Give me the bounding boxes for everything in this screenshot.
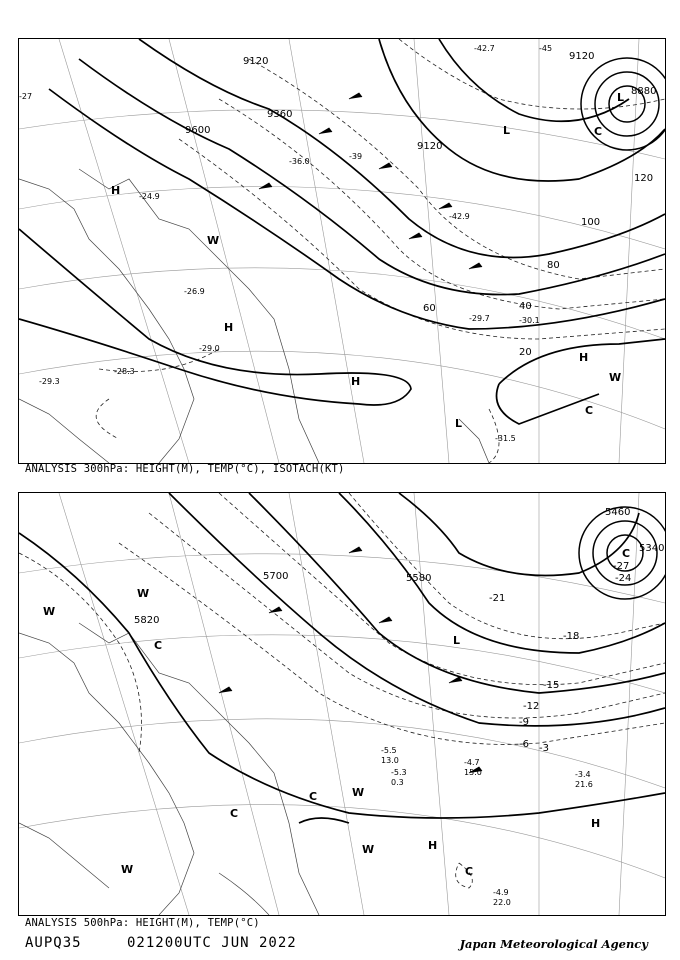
marker-high-4: H bbox=[579, 351, 589, 364]
height-label-5340: 5340 bbox=[639, 543, 665, 554]
marker-low-500-1: L bbox=[453, 634, 461, 647]
marker-low-3: L bbox=[455, 417, 463, 430]
map-300hpa bbox=[18, 38, 666, 464]
height-label-5460: 5460 bbox=[605, 507, 631, 518]
temp-label-7: -30.1 bbox=[519, 316, 540, 325]
marker-warm-1: W bbox=[207, 234, 220, 247]
height-contours-500 bbox=[19, 493, 665, 823]
temp-label-12: -28.3 bbox=[114, 367, 135, 376]
height-label-9360: 9360 bbox=[267, 109, 293, 120]
height-label-5820: 5820 bbox=[134, 615, 160, 626]
temp-iso-minus15: -15 bbox=[543, 680, 560, 691]
marker-warm-500-5: W bbox=[121, 863, 134, 876]
marker-cold-500-1: C bbox=[154, 639, 163, 652]
station-label-9: -3.4 bbox=[575, 770, 591, 779]
graticule bbox=[19, 39, 665, 463]
caption-500hpa: ANALYSIS 500hPa: HEIGHT(M), TEMP(°C) bbox=[25, 917, 260, 929]
marker-low-2: L bbox=[617, 91, 625, 104]
marker-warm-500-3: W bbox=[352, 786, 365, 799]
marker-cold-500-2: C bbox=[230, 807, 239, 820]
temp-label-6: -29.7 bbox=[469, 314, 490, 323]
temp-label-11: -29.0 bbox=[199, 344, 220, 353]
station-label-1: -4.7 bbox=[464, 758, 480, 767]
temp-iso-minus9: -9 bbox=[519, 717, 529, 728]
station-label-3: -5.5 bbox=[381, 746, 397, 755]
station-label-4: 13.0 bbox=[381, 756, 399, 765]
marker-low-1: L bbox=[503, 124, 511, 137]
temp-label-4: -39 bbox=[349, 152, 363, 161]
station-label-5: -5.3 bbox=[391, 768, 407, 777]
station-label-10: 21.6 bbox=[575, 780, 593, 789]
station-label-2: 15.0 bbox=[464, 768, 482, 777]
marker-high-500-2: H bbox=[591, 817, 601, 830]
temp-iso-minus18: -18 bbox=[563, 631, 580, 642]
marker-high-1: H bbox=[111, 184, 121, 197]
station-label-7: -4.9 bbox=[493, 888, 509, 897]
marker-cold-1: C bbox=[585, 404, 594, 417]
temp-label-14: -27 bbox=[19, 92, 33, 101]
marker-high-2: H bbox=[224, 321, 234, 334]
isotach-label-20: 20 bbox=[519, 347, 532, 358]
height-label-9120-a: 9120 bbox=[243, 56, 269, 67]
coastline bbox=[19, 169, 489, 463]
height-label-5580: 5580 bbox=[406, 573, 432, 584]
marker-warm-500-1: W bbox=[43, 605, 56, 618]
coastline-500 bbox=[19, 623, 319, 915]
station-label-8: 22.0 bbox=[493, 898, 511, 907]
temp-label-13: -29.3 bbox=[39, 377, 60, 386]
marker-warm-2: W bbox=[609, 371, 622, 384]
marker-warm-500-2: W bbox=[137, 587, 150, 600]
temp-iso-minus27: -27 bbox=[613, 561, 630, 572]
isotach-label-40: 40 bbox=[519, 301, 532, 312]
wind-barbs-500 bbox=[219, 547, 482, 773]
marker-cold-500-3: C bbox=[309, 790, 318, 803]
temp-label-3: -42.9 bbox=[449, 212, 470, 221]
height-label-9120-b: 9120 bbox=[569, 51, 595, 62]
marker-warm-500-4: W bbox=[362, 843, 375, 856]
temp-label-10: -26.9 bbox=[184, 287, 205, 296]
marker-high-3: H bbox=[351, 375, 361, 388]
height-label-5700: 5700 bbox=[263, 571, 289, 582]
isotach-label-60: 60 bbox=[423, 303, 436, 314]
isotach-label-100: 100 bbox=[581, 217, 601, 228]
marker-high-500-1: H bbox=[428, 839, 438, 852]
graticule-500 bbox=[19, 493, 665, 915]
temp-label-2: -45 bbox=[539, 44, 553, 53]
height-label-9120-c: 9120 bbox=[417, 141, 443, 152]
temp-iso-minus24: -24 bbox=[615, 573, 632, 584]
isotach-lines bbox=[96, 39, 665, 463]
marker-cold-500-4: C bbox=[622, 547, 631, 560]
temp-label-1: -42.7 bbox=[474, 44, 495, 53]
temp-iso-minus12: -12 bbox=[523, 701, 540, 712]
valid-time: 021200UTC JUN 2022 bbox=[127, 935, 297, 951]
station-label-6: 0.3 bbox=[391, 778, 404, 787]
height-label-8880: 8880 bbox=[631, 86, 657, 97]
isotach-label-120: 120 bbox=[634, 173, 654, 184]
temp-label-9: -24.9 bbox=[139, 192, 160, 201]
temp-iso-minus3: -3 bbox=[539, 743, 549, 754]
temp-label-5: -36.0 bbox=[289, 157, 310, 166]
temp-label-8: -31.5 bbox=[495, 434, 516, 443]
agency-name: Japan Meteorological Agency bbox=[459, 937, 648, 951]
map-500hpa bbox=[18, 492, 666, 916]
marker-cold-2: C bbox=[594, 125, 603, 138]
map-500hpa-canvas bbox=[19, 493, 665, 915]
map-300hpa-canvas bbox=[19, 39, 665, 463]
marker-cold-500-5: C bbox=[465, 865, 474, 878]
height-label-9600: 9600 bbox=[185, 125, 211, 136]
isotach-label-80: 80 bbox=[547, 260, 560, 271]
bulletin-code: AUPQ35 bbox=[25, 935, 82, 951]
temp-iso-minus21: -21 bbox=[489, 593, 506, 604]
caption-300hpa: ANALYSIS 300hPa: HEIGHT(M), TEMP(°C), ISOTACH(KT) bbox=[25, 463, 345, 475]
temp-iso-minus6: -6 bbox=[519, 739, 529, 750]
